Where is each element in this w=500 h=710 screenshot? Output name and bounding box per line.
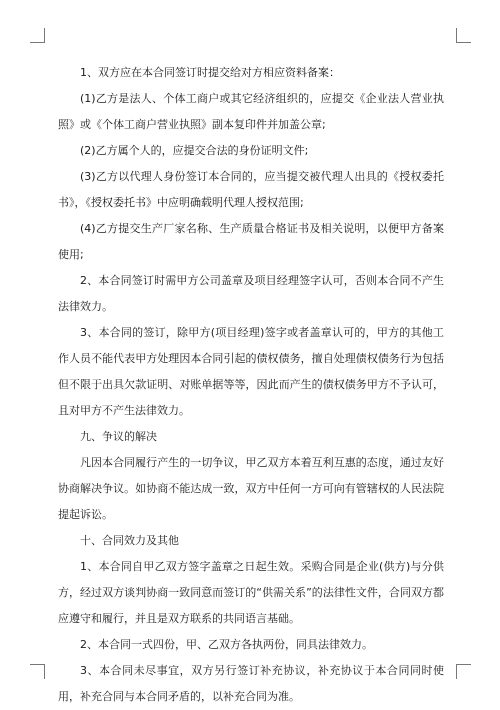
validity-clause-2: 2、本合同一式四份，甲、乙双方各执两份，同具法律效力。 [80, 638, 373, 651]
crop-mark-top-right [456, 28, 471, 43]
dispute-resolution-text: 凡因本合同履行产生的一切争议，甲乙双方本着互利互惠的态度，通过友好协商解决争议。如协商不能达成一致，双方中任何一方可向有管辖权的人民法院提起诉讼。 [58, 456, 444, 521]
validity-clause-1: 1、本合同自甲乙双方签字盖章之日起生效。采购合同是企业(供方)与分供方，经过双方谈判协商一致同意而签订的“供需关系”的法律性文件，合同双方都应遵守和履行，并且是双方联系的共同语言基础。 [58, 560, 444, 625]
crop-mark-bottom-left [30, 664, 45, 679]
document-body [58, 60, 444, 710]
section-heading-dispute: 九、争议的解决 [80, 430, 157, 443]
clause-1-item-4: (4)乙方提交生产厂家名称、生产质量合格证书及相关说明，以便甲方备案使用; [58, 222, 444, 261]
clause-1-item-3: (3)乙方以代理人身份签订本合同的，应当提交被代理人出具的《授权委托书》，《授权委托书》中应明确载明代理人授权范围; [58, 170, 444, 209]
crop-mark-bottom-right [456, 664, 471, 679]
clause-1-item-2: (2)乙方属个人的，应提交合法的身份证明文件; [80, 144, 309, 157]
clause-2: 2、本合同签订时需甲方公司盖章及项目经理签字认可，否则本合同不产生法律效力。 [58, 274, 444, 313]
clause-3: 3、本合同的签订，除甲方(项目经理)签字或者盖章认可的，甲方的其他工作人员不能代表甲方处理因本合同引起的债权债务，擅自处理债权债务行为包括但不限于出具欠款证明、对账单据等等，因此而产生的债权债务甲方不予认可，且对甲方不产生法律效力。 [58, 326, 444, 417]
section-heading-validity: 十、合同效力及其他 [80, 534, 179, 547]
clause-1-item-1: (1)乙方是法人、个体工商户或其它经济组织的，应提交《企业法人营业执照》或《个体工商户营业执照》副本复印件并加盖公章; [58, 92, 444, 131]
crop-mark-top-left [30, 28, 45, 43]
clause-1: 1、双方应在本合同签订时提交给对方相应资料备案： [80, 66, 340, 79]
validity-clause-3: 3、本合同未尽事宜，双方另行签订补充协议，补充协议于本合同同时使用，补充合同与本合同矛盾的，以补充合同为准。 [58, 664, 444, 703]
